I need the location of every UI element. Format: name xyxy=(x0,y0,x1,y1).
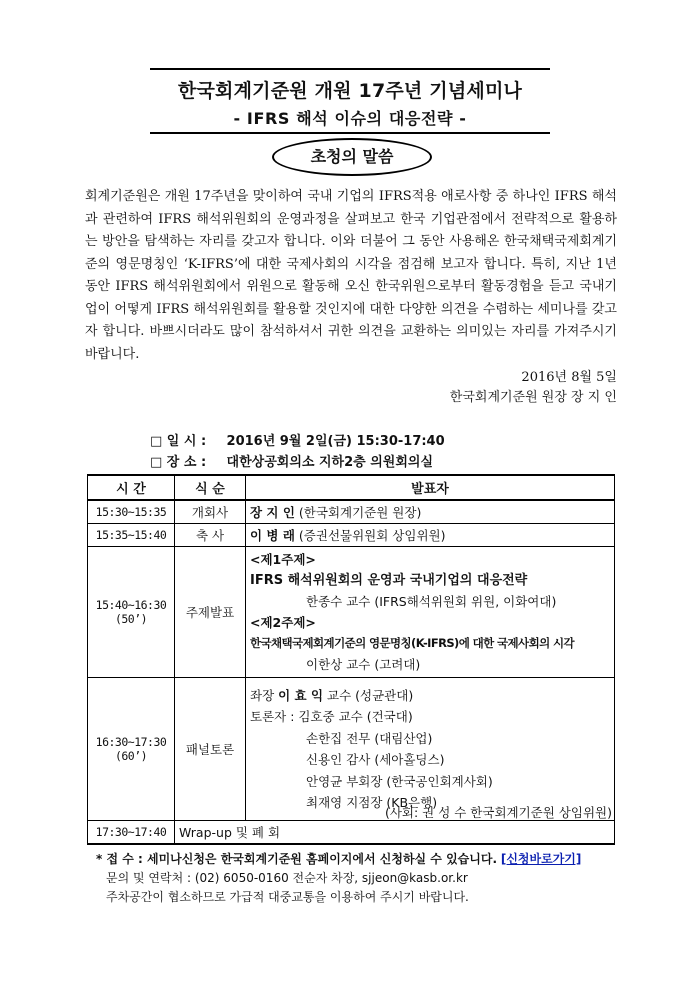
title-block xyxy=(150,68,550,134)
topic2-title: 한국채택국제회계기준의 영문명칭(K-IFRS)에 대한 국제사회의 시각 xyxy=(250,636,575,650)
topic2-label: <제2주제> xyxy=(250,615,316,630)
panel-details xyxy=(246,678,615,821)
registration-text: 세미나신청은 한국회계기준원 홈페이지에서 신청하실 수 있습니다. xyxy=(142,852,498,866)
event-datetime xyxy=(150,430,445,449)
moderator-note: (사회: 권 성 수 한국회계기준원 상임위원) xyxy=(384,805,612,820)
panel-chair xyxy=(250,685,610,707)
table-row-topics xyxy=(88,547,615,678)
panel-event: 패널토론 xyxy=(175,678,246,821)
topic1-speaker: 한종수 교수 (IFRS해석위원회 위원, 이화여대) xyxy=(306,594,557,609)
panelist: 김호중 교수 (건국대) xyxy=(298,709,413,724)
panel-time: 16:30~17:30 xyxy=(95,735,167,749)
closing-time: 17:30~17:40 xyxy=(88,821,175,845)
chair-role: 교수 (성균관대) xyxy=(323,687,414,703)
chair-name: 이 효 익 xyxy=(278,687,324,703)
invitation-badge: 초청의 말씀 xyxy=(272,138,432,176)
registration-block xyxy=(96,850,581,907)
row-speaker xyxy=(246,500,615,524)
topic-time: 15:40~16:30 xyxy=(95,598,167,612)
register-link[interactable]: [신청바로가기] xyxy=(500,852,582,866)
location-value: 대한상공회의소 지하2층 의원회의실 xyxy=(226,455,433,470)
table-row xyxy=(88,500,615,524)
topic1-title: IFRS 해석위원회의 운영과 국내기업의 대응전략 xyxy=(250,573,528,588)
parking-note: 주차공간이 협소하므로 가급적 대중교통을 이용하여 주시기 바랍니다. xyxy=(106,890,469,904)
schedule-table xyxy=(87,474,615,845)
page-subtitle: - IFRS 해석 이슈의 대응전략 - xyxy=(233,109,467,128)
header-time: 시 간 xyxy=(88,475,175,500)
header-speaker: 발표자 xyxy=(246,475,615,500)
panelist: 최재영 지점장 (KB은행) xyxy=(306,795,438,810)
row-event: 개회사 xyxy=(175,500,246,524)
speaker-role: (증권선물위원회 상임위원) xyxy=(298,528,446,543)
topic-details xyxy=(246,547,615,678)
topic-duration: (50’) xyxy=(114,612,148,626)
datetime-label: □ 일 시 : xyxy=(150,434,207,449)
invitation-body: 회계기준원은 개원 17주년을 맞이하여 국내 기업의 IFRS적용 애로사항 중 하나인 IFRS 해석과 관련하여 IFRS 해석위원회의 운영과정을 살펴보고 한국 기업관점에서 전략적으로 활용하는 방안을 탐색하는 자리를 갖고자 합니다. 이와 더불어 그 동안 사용해온 한국채택국제회계기준의 영문명칭인 ‘K-IFRS’에 대한 국제사회의 시각을 점검해 보고자 합니다. 특히, 지난 1년 동안 IFRS 해석위원회에서 위원으로 활동해 오신 한국위원으로부터 활동경험을 듣고 국내기업이 어떻게 IFRS 해석위원회를 활용할 것인지에 대한 다양한 의견을 수렴하는 세미나를 갖고자 합니다. 바쁘시더라도 많이 참석하셔서 귀한 의견을 교환하는 의미있는 자리를 가져주시기 바랍니다. xyxy=(85,189,617,362)
topic-event: 주제발표 xyxy=(175,547,246,678)
row-time: 15:30~15:35 xyxy=(88,500,175,524)
panelist: 안영균 부회장 (한국공인회계사회) xyxy=(306,773,493,789)
topic-time-cell xyxy=(88,547,175,678)
header-event: 식 순 xyxy=(175,475,246,500)
datetime-value: 2016년 9월 2일(금) 15:30-17:40 xyxy=(226,434,445,449)
panelist-label: 토론자 : xyxy=(250,709,299,724)
row-speaker xyxy=(246,524,615,547)
panelist: 신용인 감사 (세아홀딩스) xyxy=(306,752,445,767)
panelist: 손한집 전무 (대림산업) xyxy=(306,730,433,746)
letter-date: 2016년 8월 5일 xyxy=(521,370,617,385)
letter-signer: 한국회계기준원 원장 장 지 인 xyxy=(449,390,617,405)
registration-line xyxy=(96,850,581,869)
table-header-row xyxy=(88,475,615,500)
row-time: 15:35~15:40 xyxy=(88,524,175,547)
speaker-name: 장 지 인 xyxy=(250,505,295,520)
location-label: □ 장 소 : xyxy=(150,455,207,470)
topic1-label: <제1주제> xyxy=(250,552,316,567)
topic2-speaker: 이한상 교수 (고려대) xyxy=(306,657,421,672)
page-title: 한국회계기준원 개원 17주년 기념세미나 xyxy=(177,80,523,102)
event-location xyxy=(150,451,433,470)
row-event: 축 사 xyxy=(175,524,246,547)
closing-event: Wrap-up 및 폐 회 xyxy=(175,821,615,845)
table-row xyxy=(88,524,615,547)
table-row-panel xyxy=(88,678,615,821)
registration-label: * 접 수 : xyxy=(96,852,143,866)
contact-info: 문의 및 연락처 : (02) 6050-0160 전순자 차장, sjjeon@kasb.or.kr xyxy=(106,871,468,885)
speaker-role: (한국회계기준원 원장) xyxy=(298,505,422,520)
chair-label: 좌장 xyxy=(250,687,279,703)
panel-duration: (60’) xyxy=(114,749,148,763)
speaker-name: 이 병 래 xyxy=(250,528,295,543)
panelist-first xyxy=(250,706,610,728)
table-row-closing xyxy=(88,821,615,845)
panel-time-cell xyxy=(88,678,175,821)
